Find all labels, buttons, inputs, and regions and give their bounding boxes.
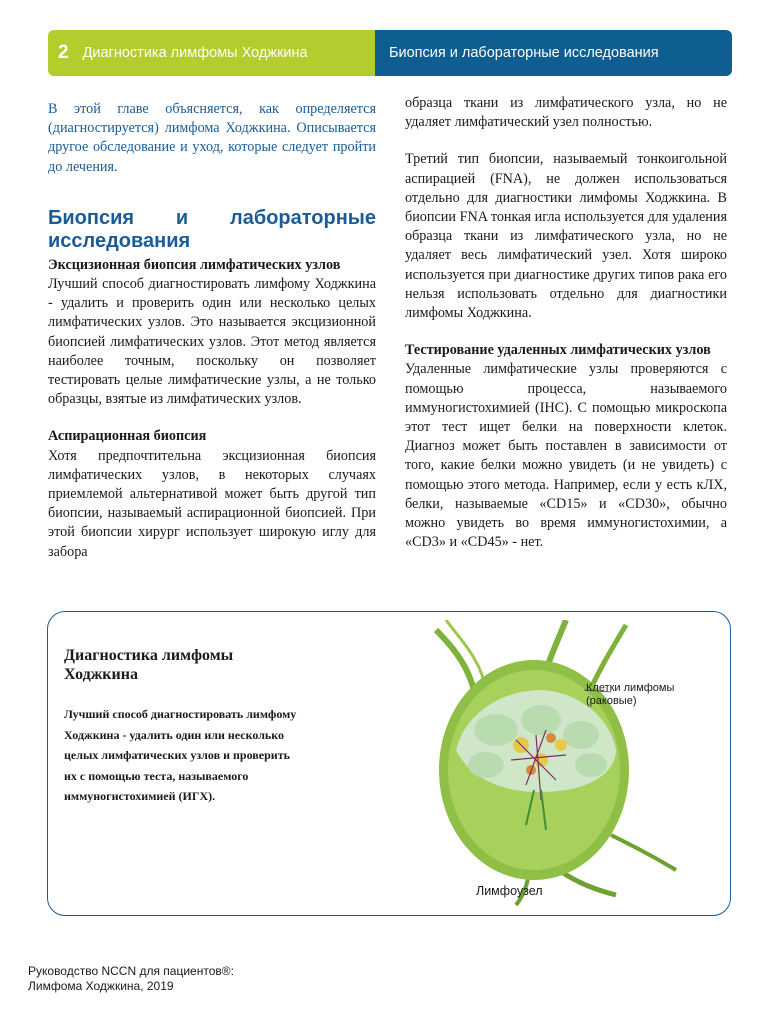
label-lymph-node: Лимфоузел (476, 884, 543, 898)
spacer (405, 323, 727, 341)
spacer (405, 132, 727, 150)
footer-line2: Лимфома Ходжкина, 2019 (28, 979, 174, 993)
section-heading: Биопсия и лабораторные исследования (48, 206, 376, 252)
callout-box (47, 611, 731, 916)
aspiration-text: Хотя предпочтительна эксцизионная биопсия лимфатических узлов, в некоторых случаях приемлемой альтернативой может быть другой тип биопсии, называемый аспирационной биопсией. При этой биопсии хирург использует широкую иглу для забора (48, 447, 376, 560)
callout-title: Диагностика лимфомы Ходжкина (64, 647, 234, 683)
excisional-text: Лучший способ диагностировать лимфому Ходжкина - удалить и проверить один или несколько целых лимфатических узлов. Это называется эксцизионной биопсией лимфатических узлов. Этот метод является наиболее точным, поскольку он позволяет тестировать целые лимфатические узлы, а не только образцы, взятые из лимфатических узлов. (48, 276, 376, 408)
testing-text: Удаленные лимфатические узлы проверяются с помощью процесса, называемого иммуногистохимией (IHC). С помощью микроскопа этот тест ищет белки на поверхности клеток. Диагноз может быть поставлен в зависимости от того, какие белки можно увидеть (и не увидеть) с помощью этого метода. Например, если у есть кЛХ, белки, называемые «CD15» и «CD30», обычно можно увидеть во время иммуногистохимии, а «CD3» и «CD45» - нет. (405, 361, 727, 551)
chapter-intro: В этой главе объясняется, как определяется (диагностируется) лимфома Ходжкина. Описывается другое обследование и уход, которые следует пройти до лечения. (48, 101, 376, 175)
excisional-heading: Эксцизионная биопсия лимфатических узлов (48, 256, 341, 273)
chapter-tab (48, 30, 375, 76)
left-column (48, 100, 376, 562)
testing-heading: Тестирование удаленных лимфатических узлов (405, 342, 711, 359)
callout-text: Лучший способ диагностировать лимфому Ходжкина - удалить один или несколько целых лимфатических узлов и проверить их с помощью теста, называемого иммуногистохимией (ИГХ). (64, 707, 297, 803)
footer-line1: Руководство NCCN для пациентов®: (28, 964, 234, 978)
label-lymphoma-cells-line2: (раковые) (586, 695, 637, 707)
lymph-node-illustration (416, 620, 716, 912)
section-title: Биопсия и лабораторные исследования (389, 45, 659, 61)
chapter-number: 2 (58, 42, 69, 63)
footer (28, 964, 234, 994)
chapter-title: Диагностика лимфомы Ходжкина (82, 45, 308, 61)
aspiration-heading: Аспирационная биопсия (48, 428, 207, 445)
label-lymphoma-cells (586, 682, 674, 708)
spacer (48, 409, 376, 427)
fna-text: Третий тип биопсии, называемый тонкоигольной аспирацией (FNA), не должен использоваться отдельно для диагностики лимфомы Ходжкина. В биопсии FNA тонкая игла используется для удаления образца ткани из лимфатического узла, но не удаляет весь лимфатический узел. Хотя широко используется при диагностике других типов рака его нельзя использовать отдельно для диагностики лимфомы Ходжкина. (405, 151, 727, 322)
section-tab (375, 30, 732, 76)
chapter-header (48, 30, 732, 76)
label-lymphoma-cells-line1: Клетки лимфомы (586, 682, 675, 694)
continuation-text: образца ткани из лимфатического узла, но не удаляет лимфатический узел полностью. (405, 95, 727, 131)
right-column (405, 94, 727, 552)
